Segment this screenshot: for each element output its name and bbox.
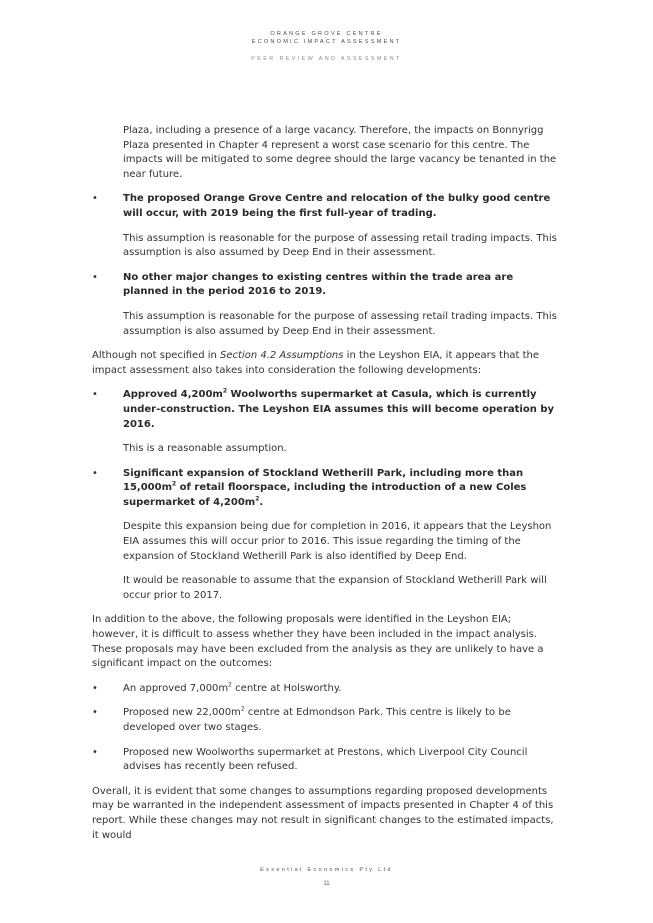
footer-company: Essential Economics Pty Ltd — [260, 867, 393, 873]
bullet-text: An approved $7,000m^2$ centre at Holsworthy. — [123, 681, 342, 694]
paragraph-continuation: Plaza, including a presence of a large vacancy. Therefore, the impacts on Bonnyrigg Plaza presented in Chapter 4 represent a worst case scenario for this centre. The impacts will be mitigated to some degree should the large vacancy be tenanted in the near future. — [123, 125, 557, 180]
page-footer — [0, 866, 653, 888]
bullet-title: Approved $4,200m^2$ Woolworths supermarket at Casula, which is currently under-construction. The Leyshon EIA assumes this will become operation by 2016. — [123, 387, 554, 430]
bullet-edmondson-park — [92, 706, 558, 735]
paragraph-intro: Although not specified in Section 4.2 Assumptions in the Leyshon EIA, it appears that the impact assessment also takes into consideration the following developments: — [92, 350, 540, 376]
page-header — [0, 30, 653, 63]
bullet-explanation: This is a reasonable assumption. — [123, 443, 287, 455]
paragraph-overall: Overall, it is evident that some changes to assumptions regarding proposed developments may be warranted in the independent assessment of impacts presented in Chapter 4 of this report. While these changes may not result in significant changes to the estimated impacts, it would — [92, 785, 554, 841]
section-reference: Section 4.2 Assumptions — [220, 350, 344, 362]
bullet-holsworthy — [92, 682, 558, 697]
header-subtitle: ECONOMIC IMPACT ASSESSMENT — [251, 39, 402, 45]
bullet-icon: • — [92, 746, 98, 758]
bullet-explanation: This assumption is reasonable for the purpose of assessing retail trading impacts. This assumption is also assumed by Deep End in their assessment. — [123, 232, 557, 259]
page-number: 11 — [323, 881, 330, 887]
bullet-explanation: This assumption is reasonable for the purpose of assessing retail trading impacts. This assumption is also assumed by Deep End in their assessment. — [123, 310, 557, 337]
bullet-explanation: Despite this expansion being due for completion in 2016, it appears that the Leyshon EIA assumes this will occur prior to 2016. This issue regarding the timing of the expansion of Stockland Wetherill Park is also identified by Deep End. — [123, 521, 552, 562]
bullet-prestons — [92, 746, 558, 775]
bullet-stockland-expansion — [92, 467, 558, 511]
bullet-text: Proposed new $22,000m^2$ centre at Edmondson Park. This centre is likely to be developed over two stages. — [123, 706, 511, 733]
paragraph-addition: In addition to the above, the following proposals were identified in the Leyshon EIA; however, it is difficult to assess whether they have been included in the impact analysis. These proposals may have been excluded from the analysis as they are unlikely to have a significant impact on the outcomes: — [92, 614, 544, 670]
bullet-assumption-orange-grove — [92, 192, 558, 221]
bullet-casula-woolworths — [92, 388, 558, 432]
bullet-text: Proposed new Woolworths supermarket at Prestons, which Liverpool City Council advises has recently been refused. — [123, 746, 528, 773]
bullet-title: The proposed Orange Grove Centre and relocation of the bulky good centre will occur, with 2019 being the first full-year of trading. — [123, 193, 551, 219]
bullet-assumption-no-changes — [92, 271, 558, 300]
bullet-icon: • — [92, 707, 98, 719]
bullet-explanation: It would be reasonable to assume that the expansion of Stockland Wetherill Park will occur prior to 2017. — [123, 575, 547, 601]
bullet-icon: • — [92, 389, 98, 401]
bullet-icon: • — [92, 271, 98, 283]
bullet-icon: • — [92, 682, 98, 694]
bullet-icon: • — [92, 193, 98, 205]
header-title: ORANGE GROVE CENTRE — [270, 31, 383, 37]
bullet-icon: • — [92, 467, 98, 479]
bullet-title: No other major changes to existing centres within the trade area are planned in the period 2016 to 2019. — [123, 271, 514, 298]
bullet-title: Significant expansion of Stockland Wetherill Park, including more than $15,000m^2$ of retail floorspace, including the introduction of a new Coles supermarket of $4,200m^2$. — [123, 467, 527, 508]
document-body — [92, 124, 558, 843]
header-section: PEER REVIEW AND ASSESSMENT — [251, 56, 402, 62]
